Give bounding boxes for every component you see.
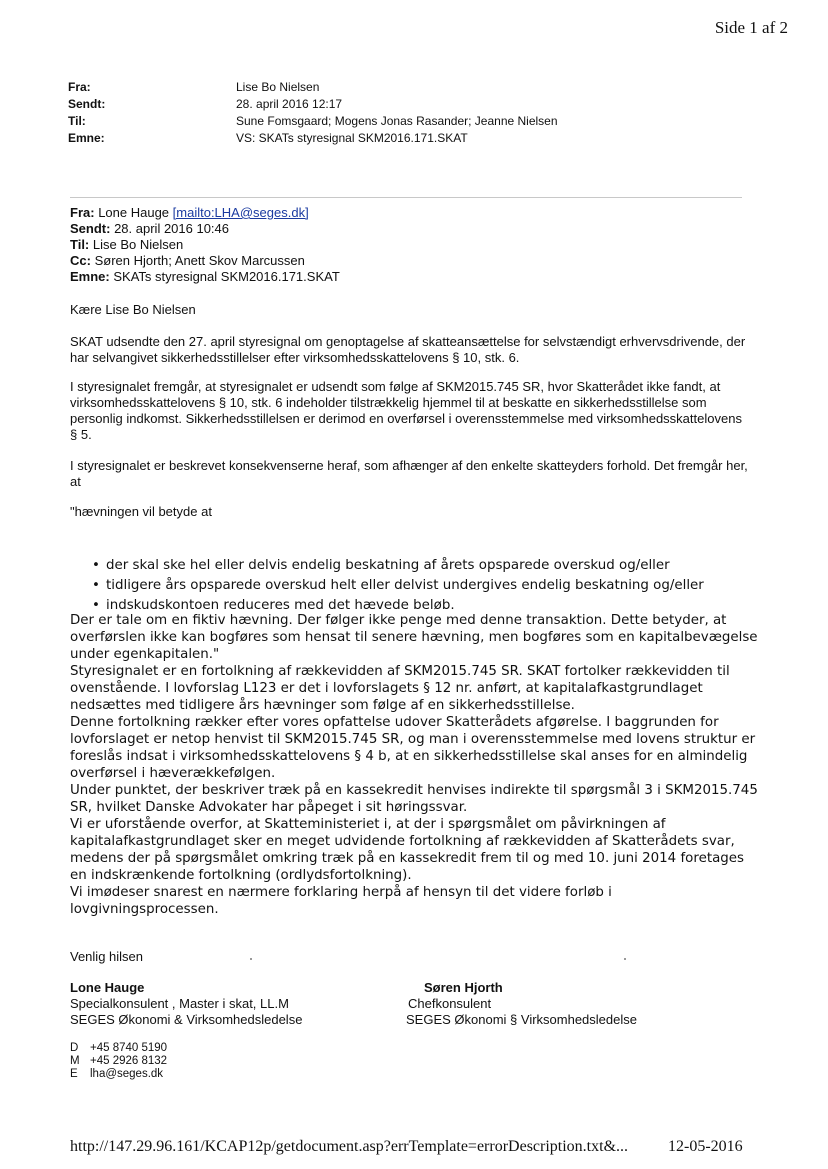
fwd-mailto-link[interactable]: [mailto:LHA@seges.dk] xyxy=(172,205,309,220)
contact-key: M xyxy=(70,1055,80,1067)
list-item: • indskudskontoen reduceres med det hævede beløb. xyxy=(92,596,704,616)
closing: Venlig hilsen xyxy=(70,949,143,964)
paragraph: SKAT udsendte den 27. april styresignal om genoptagelse af skatteansættelse for selvstændigt erhvervsdrivende, der har selvangivet sikkerhedsstillelser efter virksomhedsskattelovens § 10, stk. 6. xyxy=(70,334,746,365)
fwd-cc-label: Cc: xyxy=(70,253,91,268)
footer-date: 12-05-2016 xyxy=(668,1138,743,1155)
contact-block xyxy=(70,1042,167,1081)
fwd-subject-row xyxy=(70,269,340,284)
contact-key: D xyxy=(70,1042,79,1054)
contact-value: +45 2926 8132 xyxy=(90,1055,168,1067)
body-paragraph: Styresignalet er en fortolkning af rækkevidden af SKM2015.745 SR. SKAT fortolker rækkevidden til ovenstående. I lovforslag L123 er det i lovforslagets § 12 nr. anført, at kapitalafkastgrundlaget nedsættes med tidligere års hævninger som følge af en sikkerhedsstillelse. xyxy=(70,664,730,713)
scan-speck xyxy=(250,958,252,960)
fwd-to-label: Til: xyxy=(70,237,90,252)
contact-row-direct xyxy=(70,1042,167,1055)
signature-title: Chefkonsulent xyxy=(408,996,492,1011)
body-paragraph: Der er tale om en fiktiv hævning. Der følger ikke penge med denne transaktion. Dette betyder, at overførslen ikke kan bogføres som hensat til senere hævning, men bogføres som en kapitalbevægelse under egenkapitalen." xyxy=(70,613,758,662)
header-label: Til: xyxy=(68,114,86,128)
body-paragraph: Vi imødeser snarest en nærmere forklaring herpå af hensyn til det videre forløb i lovgivningsprocessen. xyxy=(70,885,612,917)
contact-row-email xyxy=(70,1068,167,1081)
body-paragraph: Denne fortolkning rækker efter vores opfattelse udover Skatterådets afgørelse. I baggrunden for lovforslaget er netop henvist til SKM2015.745 SR, og man i overensstemmelse med lovens struktur er foreslås indsat i virksomhedsskattelovens § 4 b, at en sikkerhedsstillelse skal anses for en almindelig overførsel i hæverækkefølgen. xyxy=(70,715,756,781)
fwd-sent-row xyxy=(70,221,229,236)
signature-name: Lone Hauge xyxy=(70,980,145,995)
fwd-to-row xyxy=(70,237,183,252)
body-text xyxy=(70,612,760,918)
footer-url: http://147.29.96.161/KCAP12p/getdocument.asp?errTemplate=errorDescription.txt&... xyxy=(70,1138,629,1155)
fwd-sent-label: Sendt: xyxy=(70,221,111,236)
signature-title: Specialkonsulent , Master i skat, LL.M xyxy=(70,996,289,1011)
signature-soren-hjorth xyxy=(406,980,637,1028)
header-label: Fra: xyxy=(68,80,91,94)
header-value: Sune Fomsgaard; Mogens Jonas Rasander; Jeanne Nielsen xyxy=(236,114,558,128)
signature-lone-hauge xyxy=(70,980,302,1028)
signature-org: SEGES Økonomi & Virksomhedsledelse xyxy=(70,1012,303,1027)
bullet-list xyxy=(92,556,704,616)
header-value: VS: SKATs styresignal SKM2016.171.SKAT xyxy=(236,131,468,145)
list-item: • tidligere års opsparede overskud helt eller delvist undergives endelig beskatning og/eller xyxy=(92,576,704,596)
contact-value: +45 8740 5190 xyxy=(90,1042,168,1054)
fwd-from-label: Fra: xyxy=(70,205,95,220)
fwd-sent-value: 28. april 2016 10:46 xyxy=(114,221,230,236)
fwd-cc-value: Søren Hjorth; Anett Skov Marcussen xyxy=(94,253,305,268)
fwd-subject-label: Emne: xyxy=(70,269,110,284)
signature-org: SEGES Økonomi § Virksomhedsledelse xyxy=(406,1012,637,1027)
fwd-from-row xyxy=(70,205,309,220)
list-item: • der skal ske hel eller delvis endelig beskatning af årets opsparede overskud og/eller xyxy=(92,556,704,576)
header-label: Emne: xyxy=(68,131,105,145)
body-paragraph: Vi er uforstående overfor, at Skatteministeriet i, at der i spørgsmålet om påvirkningen af kapitalafkastgrundlaget sker en meget udvidende fortolkning af rækkevidden af Skatterådets svar, medens der på spørgsmålet omkring træk på en kassekredit frem til og med 10. juni 2014 foretages en indskrænkende fortolkning (ordlydsfortolkning). xyxy=(70,817,744,883)
header-label: Sendt: xyxy=(68,97,106,111)
contact-row-mobile xyxy=(70,1055,167,1068)
header-separator xyxy=(70,197,742,198)
signature-name: Søren Hjorth xyxy=(424,980,503,995)
quote-intro: "hævningen vil betyde at xyxy=(70,504,212,519)
greeting: Kære Lise Bo Nielsen xyxy=(70,302,196,317)
fwd-subject-value: SKATs styresignal SKM2016.171.SKAT xyxy=(113,269,340,284)
header-value: Lise Bo Nielsen xyxy=(236,80,320,94)
fwd-from-name: Lone Hauge xyxy=(98,205,170,220)
paragraph: I styresignalet er beskrevet konsekvenserne heraf, som afhænger af den enkelte skatteyders forhold. Det fremgår her, at xyxy=(70,458,748,489)
body-paragraph: Under punktet, der beskriver træk på en kassekredit henvises indirekte til spørgsmål 3 i SKM2015.745 SR, hvilket Danske Advokater har påpeget i sit høringssvar. xyxy=(70,783,758,815)
header-value: 28. april 2016 12:17 xyxy=(236,97,343,111)
page-number: Side 1 af 2 xyxy=(714,18,788,37)
contact-key: E xyxy=(70,1068,78,1080)
contact-value: lha@seges.dk xyxy=(90,1068,164,1080)
scan-speck xyxy=(624,958,626,960)
fwd-to-value: Lise Bo Nielsen xyxy=(92,237,184,252)
fwd-cc-row xyxy=(70,253,305,268)
paragraph: I styresignalet fremgår, at styresignalet er udsendt som følge af SKM2015.745 SR, hvor Skatterådet ikke fandt, at virksomhedsskattelovens § 10, stk. 6 indeholder tilstrækkelig hjemmel til at beskatte en sikkerhedsstillelse som personlig indkomst. Sikkerhedsstillelsen er derimod en overførsel i overensstemmelse med virksomhedsskattelovens § 5. xyxy=(70,379,742,442)
